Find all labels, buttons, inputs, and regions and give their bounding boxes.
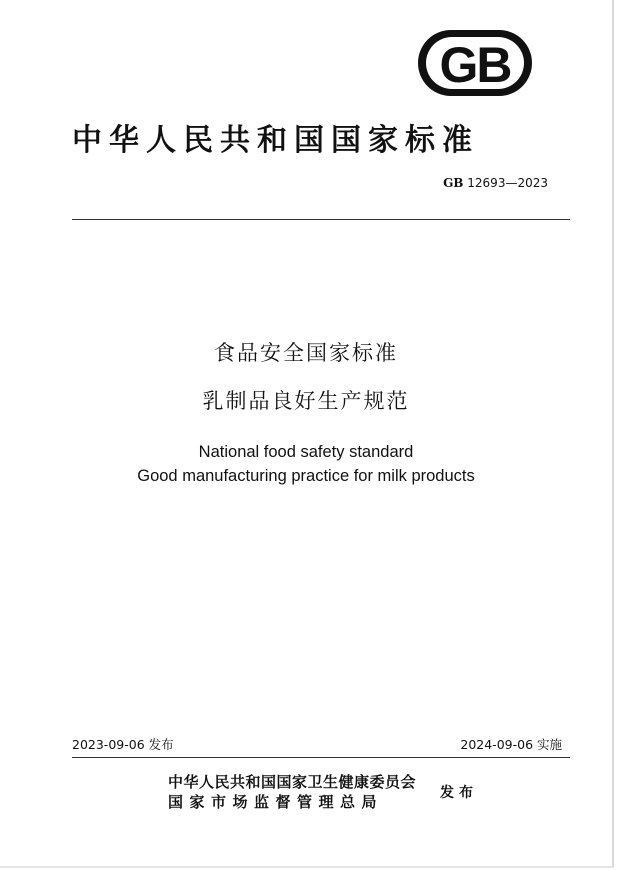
standard-code: 12693—2023 (467, 176, 548, 190)
issue-date: 2023-09-06 发布 (72, 737, 174, 752)
gb-logo-text: GB (439, 37, 511, 93)
issuer-market-regulation: 国家市场监督管理总局 (168, 793, 384, 811)
country-standard-title: 中华人民共和国国家标准 (72, 123, 479, 158)
implementation-date: 2024-09-06 实施 (460, 737, 562, 752)
gb-logo-icon (416, 28, 534, 98)
chinese-title-line-2: 乳制品良好生产规范 (202, 389, 410, 413)
issuer-health-commission: 中华人民共和国国家卫生健康委员会 (168, 773, 417, 791)
top-divider (72, 219, 570, 220)
bottom-divider (72, 757, 570, 758)
chinese-title-line-1: 食品安全国家标准 (214, 341, 398, 365)
english-title-line-1: National food safety standard (198, 443, 414, 461)
standard-prefix: GB (443, 176, 464, 190)
publish-label: 发布 (440, 785, 478, 801)
standard-number (443, 176, 548, 190)
issuing-authorities (168, 772, 416, 812)
english-title-line-2: Good manufacturing practice for milk products (137, 467, 475, 485)
